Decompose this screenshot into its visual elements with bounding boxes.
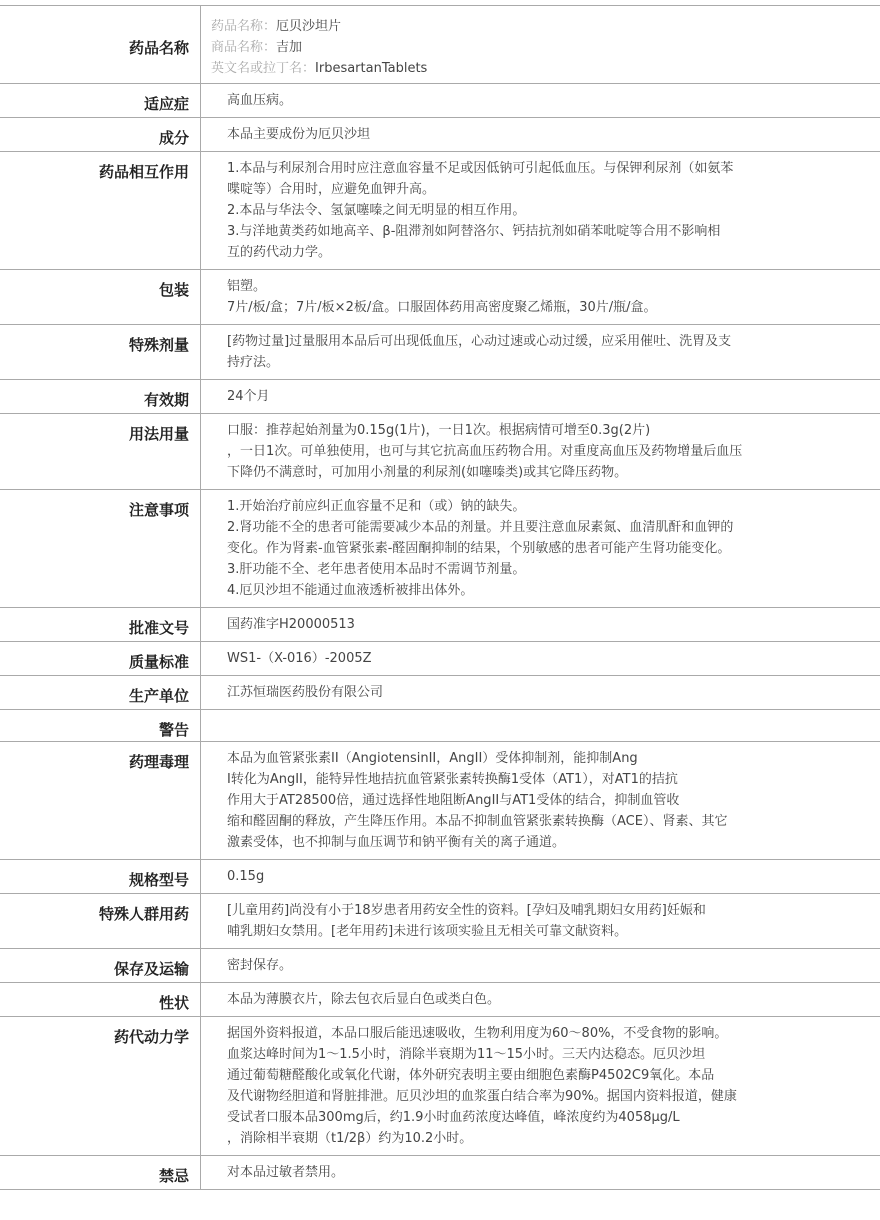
name-entry <box>211 58 870 79</box>
value-cell <box>201 860 880 894</box>
text-line: 持疗法。 <box>227 355 280 370</box>
field-label: 有效期 <box>143 391 189 409</box>
label-cell <box>0 490 201 608</box>
text-line: 据国外资料报道，本品口服后能迅速吸收，生物利用度为60～80%，不受食物的影响。 <box>227 1026 728 1041</box>
text-line: 受试者口服本品300mg后，约1.9小时血药浓度达峰值，峰浓度约为4058μg/L <box>227 1110 680 1125</box>
row-indication <box>0 84 880 118</box>
text-line: 互的药代动力学。 <box>227 245 332 260</box>
value-cell <box>201 84 880 118</box>
field-label: 规格型号 <box>128 871 189 889</box>
field-label: 包装 <box>158 281 189 299</box>
label-cell <box>0 949 201 983</box>
label-cell <box>0 608 201 642</box>
text-line: 及代谢物经胆道和肾脏排泄。厄贝沙坦的血浆蛋白结合率为90%。据国内资料报道，健康 <box>227 1089 737 1104</box>
value-cell <box>201 380 880 414</box>
text-line: 1.本品与利尿剂合用时应注意血容量不足或因低钠可引起低血压。与保钾利尿剂（如氨苯 <box>227 161 734 176</box>
text-line: ，消除相半衰期（t1/2β）约为10.2小时。 <box>227 1131 473 1146</box>
value-text <box>201 676 880 709</box>
value-text <box>201 118 880 151</box>
value-text <box>201 1156 880 1189</box>
text-line: 江苏恒瑞医药股份有限公司 <box>227 685 384 700</box>
row-package <box>0 270 880 325</box>
value-text <box>201 983 880 1016</box>
row-precautions <box>0 490 880 608</box>
name-value: IrbesartanTablets <box>315 61 428 76</box>
row-overdose <box>0 325 880 380</box>
field-label: 特殊剂量 <box>128 336 189 354</box>
row-ingredients <box>0 118 880 152</box>
text-line: 对本品过敏者禁用。 <box>227 1165 345 1180</box>
value-text <box>201 1017 880 1155</box>
label-cell <box>0 1017 201 1156</box>
value-cell <box>201 6 880 84</box>
row-pharmacokinetics <box>0 1017 880 1156</box>
value-text <box>201 152 880 269</box>
text-line: 本品主要成份为厄贝沙坦 <box>227 127 371 142</box>
value-text <box>201 949 880 982</box>
text-line: 密封保存。 <box>227 958 293 973</box>
label-cell <box>0 742 201 860</box>
text-line: 缩和醛固酮的释放，产生降压作用。本品不抑制血管紧张素转换酶（ACE）、肾素、其它 <box>227 814 728 829</box>
text-line: 下降仍不满意时，可加用小剂量的利尿剂(如噻嗪类)或其它降压药物。 <box>227 465 628 480</box>
label-cell <box>0 414 201 490</box>
label-cell <box>0 710 201 742</box>
value-cell <box>201 642 880 676</box>
text-line: 24个月 <box>227 389 270 404</box>
text-line: 3.与洋地黄类药如地高辛、β-阻滞剂如阿替洛尔、钙拮抗剂如硝苯吡啶等合用不影响相 <box>227 224 721 239</box>
value-cell <box>201 1156 880 1190</box>
text-line: 变化。作为肾素-血管紧张素-醛固酮抑制的结果，个别敏感的患者可能产生肾功能变化。 <box>227 541 731 556</box>
value-cell <box>201 710 880 742</box>
text-line: I转化为AngII，能特异性地拮抗血管紧张素转换酶1受体（AT1），对AT1的拮抗 <box>227 772 678 787</box>
value-text <box>201 84 880 117</box>
text-line: 哺乳期妇女禁用。[老年用药]未进行该项实验且无相关可靠文献资料。 <box>227 924 628 939</box>
text-line: 3.肝功能不全、老年患者使用本品时不需调节剂量。 <box>227 562 526 577</box>
text-line: 本品为血管紧张素II（AngiotensinII，AngII）受体抑制剂，能抑制Ang <box>227 751 638 766</box>
row-dosage <box>0 414 880 490</box>
label-cell <box>0 983 201 1017</box>
name-key: 药品名称： <box>211 19 277 34</box>
label-cell <box>0 1156 201 1190</box>
text-line: 本品为薄膜衣片，除去包衣后显白色或类白色。 <box>227 992 501 1007</box>
value-cell <box>201 742 880 860</box>
text-line: 4.厄贝沙坦不能通过血液透析被排出体外。 <box>227 583 474 598</box>
value-text <box>201 414 880 489</box>
row-name <box>0 6 880 84</box>
name-entry <box>211 37 870 58</box>
text-line: 口服：推荐起始剂量为0.15g(1片)，一日1次。根据病情可增至0.3g(2片) <box>227 423 651 438</box>
name-value: 吉加 <box>276 40 303 55</box>
value-text <box>201 860 880 893</box>
value-cell <box>201 414 880 490</box>
row-warning <box>0 710 880 742</box>
field-label: 特殊人群用药 <box>98 905 189 923</box>
text-line: [儿童用药]尚没有小于18岁患者用药安全性的资料。[孕妇及哺乳期妇女用药]妊娠和 <box>227 903 706 918</box>
label-cell <box>0 152 201 270</box>
row-storage <box>0 949 880 983</box>
name-entry <box>211 16 870 37</box>
value-text <box>201 380 880 413</box>
text-line: 铝塑。 <box>227 279 267 294</box>
field-label: 药品相互作用 <box>98 163 189 181</box>
value-text <box>201 710 880 722</box>
text-line: 喋啶等）合用时，应避免血钾升高。 <box>227 182 436 197</box>
field-label: 批准文号 <box>128 619 189 637</box>
value-cell <box>201 676 880 710</box>
row-validity <box>0 380 880 414</box>
value-text <box>201 490 880 607</box>
value-text <box>201 608 880 641</box>
text-line: 1.开始治疗前应纠正血容量不足和（或）钠的缺失。 <box>227 499 526 514</box>
row-appearance <box>0 983 880 1017</box>
field-label: 用法用量 <box>128 425 189 443</box>
text-line: 激素受体，也不抑制与血压调节和钠平衡有关的离子通道。 <box>227 835 566 850</box>
value-cell <box>201 983 880 1017</box>
field-label: 保存及运输 <box>113 960 189 978</box>
value-cell <box>201 949 880 983</box>
field-label: 药代动力学 <box>113 1028 189 1046</box>
text-line: 高血压病。 <box>227 93 293 108</box>
value-text <box>201 894 880 948</box>
value-cell <box>201 1017 880 1156</box>
field-label: 警告 <box>158 721 189 739</box>
value-text <box>201 742 880 859</box>
value-text <box>201 325 880 379</box>
field-label: 注意事项 <box>128 501 189 519</box>
label-cell <box>0 676 201 710</box>
row-approval <box>0 608 880 642</box>
text-line: 7片/板/盒；7片/板×2板/盒。口服固体药用高密度聚乙烯瓶，30片/瓶/盒。 <box>227 300 657 315</box>
label-cell <box>0 860 201 894</box>
name-list <box>201 6 880 79</box>
value-cell <box>201 118 880 152</box>
row-standard <box>0 642 880 676</box>
field-label: 成分 <box>158 129 189 147</box>
value-cell <box>201 152 880 270</box>
row-interactions <box>0 152 880 270</box>
value-cell <box>201 894 880 949</box>
text-line: 作用大于AT28500倍，通过选择性地阻断AngII与AT1受体的结合，抑制血管收 <box>227 793 680 808</box>
field-label: 生产单位 <box>128 687 189 705</box>
text-line: 2.本品与华法令、氢氯噻嗪之间无明显的相互作用。 <box>227 203 526 218</box>
text-line: ，一日1次。可单独使用，也可与其它抗高血压药物合用。对重度高血压及药物增量后血压 <box>227 444 743 459</box>
field-label: 药品名称 <box>128 39 189 57</box>
label-cell <box>0 6 201 84</box>
value-cell <box>201 270 880 325</box>
field-label: 质量标准 <box>128 653 189 671</box>
field-label: 药理毒理 <box>128 753 189 771</box>
name-key: 商品名称： <box>211 40 277 55</box>
value-cell <box>201 325 880 380</box>
row-spec <box>0 860 880 894</box>
name-value: 厄贝沙坦片 <box>276 19 342 34</box>
text-line: 血浆达峰时间为1～1.5小时，消除半衰期为11～15小时。三天内达稳态。厄贝沙坦 <box>227 1047 706 1062</box>
row-pharmacology <box>0 742 880 860</box>
value-text <box>201 270 880 324</box>
field-label: 性状 <box>158 994 189 1012</box>
text-line: 0.15g <box>227 869 265 884</box>
text-line: 通过葡萄糖醛酸化或氧化代谢，体外研究表明主要由细胞色素酶P4502C9氧化。本品 <box>227 1068 715 1083</box>
text-line: WS1-（X-016）-2005Z <box>227 651 372 666</box>
label-cell <box>0 642 201 676</box>
value-cell <box>201 608 880 642</box>
name-key: 英文名或拉丁名： <box>211 61 316 76</box>
label-cell <box>0 380 201 414</box>
row-contraindications <box>0 1156 880 1190</box>
value-text <box>201 642 880 675</box>
field-label: 适应症 <box>143 95 189 113</box>
label-cell <box>0 118 201 152</box>
text-line: 2.肾功能不全的患者可能需要减少本品的剂量。并且要注意血尿素氮、血清肌酐和血钾的 <box>227 520 734 535</box>
row-special_groups <box>0 894 880 949</box>
label-cell <box>0 894 201 949</box>
value-cell <box>201 490 880 608</box>
text-line: [药物过量]过量服用本品后可出现低血压，心动过速或心动过缓，应采用催吐、洗胃及支 <box>227 334 732 349</box>
text-line: 国药准字H20000513 <box>227 617 355 632</box>
drug-info-table <box>0 5 880 1190</box>
label-cell <box>0 84 201 118</box>
label-cell <box>0 270 201 325</box>
row-manufacturer <box>0 676 880 710</box>
label-cell <box>0 325 201 380</box>
field-label: 禁忌 <box>158 1167 189 1185</box>
